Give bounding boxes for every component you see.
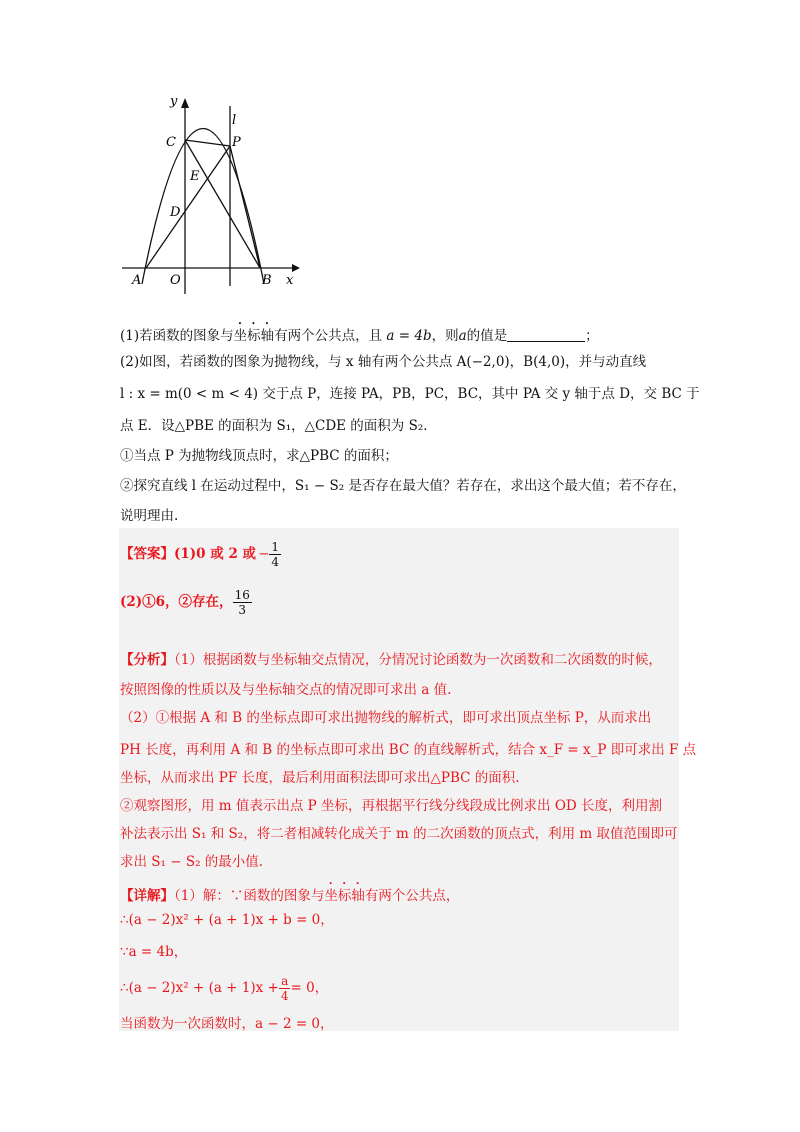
analysis-p2a: （2）①根据 A 和 B 的坐标点即可求出抛物线的解析式，即可求出顶点坐标 P，从而求出 [120,710,652,726]
answer-fraction-2-num: 16 [234,588,250,602]
label-O: O [170,273,181,288]
detail-l4b: = 0， [290,980,329,996]
q2-sub-2b: 说明理由. [120,508,179,524]
analysis-p3b: 补法表示出 S₁ 和 S₂，将二者相减转化成关于 m 的二次函数的顶点式，利用 m 取值范围即可 [120,826,678,842]
q1-text-g: 的值是 [466,328,508,344]
label-A: A [132,273,142,288]
label-E: E [190,169,200,184]
detail-l5: 当函数为一次函数时，a − 2 = 0， [120,1016,334,1032]
detail-l2: ∴(a − 2)x² + (a + 1)x + b = 0， [120,912,334,928]
answer-label: 【答案】 [120,546,174,562]
q2-sub-1: ①当点 P 为抛物线顶点时，求△PBC 的面积； [120,448,398,464]
label-D: D [170,205,181,220]
answer-line-2 [120,588,252,617]
detail-line-4 [120,974,328,1003]
parabola-curve [142,129,264,285]
segment-PC [185,140,230,146]
q1-condition: a = 4b [386,328,432,344]
detail-fraction-num: a [281,974,289,988]
detail-l1c: 有两个公共点， [364,888,460,904]
analysis-p2b: PH 长度，再利用 A 和 B 的坐标点即可求出 BC 的直线解析式，结合 x_F = x_P 即可求出 F 点 [120,742,697,758]
detail-label: 【详解】 [120,888,174,904]
parabola-figure [120,88,310,298]
q1-var-a: a [458,328,467,344]
segment-PB [230,146,260,268]
answer-minus: − [258,546,270,562]
answer-fraction-1-den: 4 [271,555,280,569]
x-axis-arrow [292,264,300,272]
label-B: B [262,273,272,288]
label-x: x [286,273,294,288]
q2-line-2: l : x = m(0 < m < 4) 交于点 P，连接 PA，PB，PC，BC，其中 PA 交 y 轴于点 D，交 BC 于 [120,386,700,402]
answer-line-1 [120,540,281,569]
q1-text-h: ； [585,328,599,344]
answer-fraction-1 [269,540,281,569]
detail-l4a: ∴(a − 2)x² + (a + 1)x + [120,980,279,996]
answer-fraction-2-den: 3 [238,603,247,617]
detail-l1a: （1）解：∵函数的图象与 [174,888,325,904]
detail-fraction [279,974,291,1003]
analysis-label: 【分析】 [120,652,174,668]
analysis-p2c: 坐标，从而求出 PF 长度，最后利用面积法即可求出△PBC 的面积. [120,770,520,786]
label-l: l [232,113,237,128]
detail-l3: ∵a = 4b， [120,944,188,960]
answer-fraction-1-num: 1 [271,540,280,554]
detail-line-1 [120,880,459,906]
analysis-line-1 [120,650,662,670]
y-axis-arrow [181,98,189,108]
q1-answer-blank [507,329,585,342]
q1-text-e: ，则 [431,328,459,344]
q2-line-3: 点 E．设△PBE 的面积为 S₁，△CDE 的面积为 S₂． [120,418,437,434]
detail-fraction-den: 4 [280,989,289,1003]
segment-PA [146,146,230,268]
q1-emphasis-term: 坐标轴 [233,328,275,344]
q2-line-1: (2)如图，若函数的图象为抛物线，与 x 轴有两个公共点 A(−2,0)，B(4,0)，并与动直线 [120,354,647,370]
detail-emphasis-term: 坐标轴 [324,888,365,904]
answer-part-1: (1)0 或 2 或 [174,546,257,562]
question-part-1 [120,320,599,346]
analysis-p1a: （1）根据函数与坐标轴交点情况，分情况讨论函数为一次函数和二次函数的时候， [174,652,662,668]
segment-BC [185,140,260,268]
analysis-p1b: 按照图像的性质以及与坐标轴交点的情况即可求出 a 值. [120,682,452,698]
q2-sub-2: ②探究直线 l 在运动过程中，S₁ − S₂ 是否存在最大值？若存在，求出这个最大值；若不存在， [120,478,686,494]
label-C: C [166,135,176,150]
answer-part-2: (2)①6，②存在， [120,594,233,610]
analysis-p3a: ②观察图形，用 m 值表示出点 P 坐标，再根据平行线分线段成比例求出 OD 长度，利用割 [120,798,663,814]
q1-text-a: (1)若函数的图象与 [120,328,234,344]
label-P: P [232,135,241,150]
analysis-p3c: 求出 S₁ − S₂ 的最小值. [120,854,264,870]
label-y: y [170,94,178,109]
answer-fraction-2 [233,588,252,617]
q1-text-c: 有两个公共点，且 [274,328,383,344]
